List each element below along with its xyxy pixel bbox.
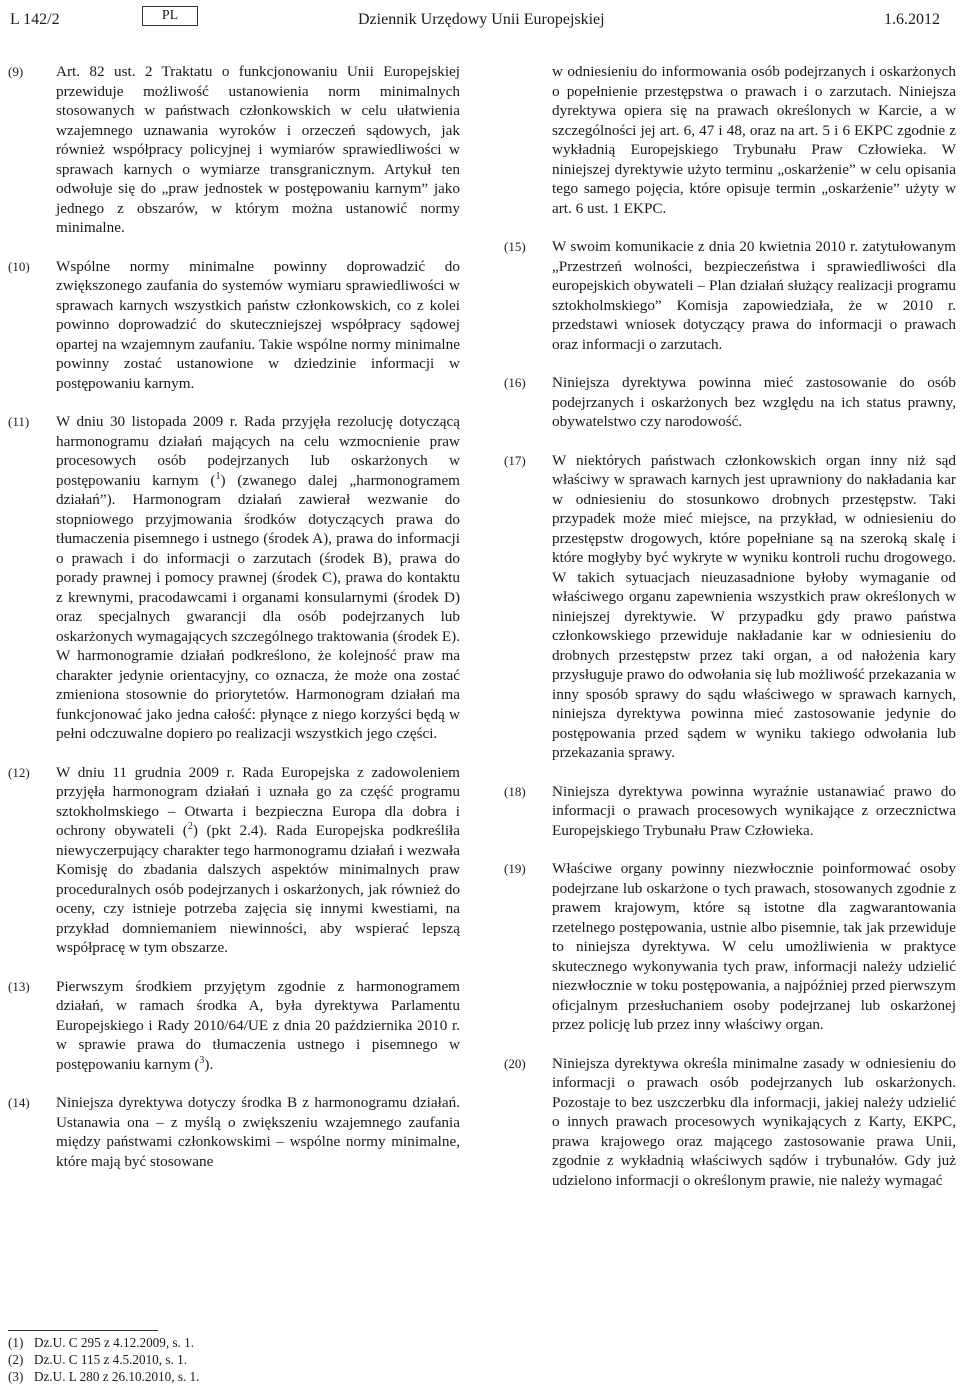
recital-text-part: Pierwszym środkiem przyjętym zgodnie z harmonogramem działań, w ramach środka A, była dyrektywa Parlamentu Europejskiego i Rady 2010/64/UE z dnia 20 października 2010 r. w sprawie prawa do tłumaczenia ustnego i pisemnego w postępowaniu karnym ( — [56, 977, 460, 1073]
page-code: L 142/2 — [10, 11, 60, 28]
footnote-text: Dz.U. C 115 z 4.5.2010, s. 1. — [34, 1352, 187, 1367]
right-column — [504, 62, 956, 1209]
recital-text-part: W dniu 11 grudnia 2009 r. Rada Europejska z zadowoleniem przyjęła harmonogram działań i uznała go za część programu sztokholmskiego – Otwarta i bezpieczna Europa dla dobra i ochrony obywateli ( — [56, 763, 460, 839]
recital-16 — [504, 373, 956, 432]
footnote-number: (2) — [8, 1352, 24, 1367]
recital-text-part: W dniu 30 listopada 2009 r. Rada przyjęła rezolucję dotyczącą harmonogramu działań mających na celu wzmocnienie praw procesowych osób podejrzanych lub oskarżonych w postępowaniu karnym ( — [56, 413, 460, 489]
footnote-3 — [8, 1368, 460, 1385]
recital-text-part: ) (zwanego dalej „harmonogramem działań”). Harmonogram działań zawierał wezwanie do stopniowego przyjmowania środków dotyczących prawa do tłumaczenia pisemnego i ustnego (środek A), prawa do informacji o prawach i do informacji o zarzutach (środek B), prawa do porady prawnej i pomocy prawnej (środek C), prawa do kontaktu z krewnymi, pracodawcami i organami konsularnymi (środek D) oraz specjalnych gwarancji dla osób podejrzanych lub oskarżonych wymagających szczególnego traktowania (środek E). W harmonogramie działań podkreślono, że kolejność praw ma charakter jedynie orientacyjny, co oznacza, że może ona zostać zmieniona stosownie do priorytetów. Harmonogram działań ma funkcjonować jako jedna całość: płynące z niego korzyści będą w pełni odczuwalne dopiero po realizacji wszystkich jego części. — [56, 471, 460, 742]
recital-text: Niniejsza dyrektywa powinna mieć zastosowanie do osób podejrzanych i oskarżonych bez względu na ich status prawny, obywatelstwo czy narodowość. — [552, 374, 956, 430]
footnote-1 — [8, 1334, 460, 1351]
recital-number: (13) — [8, 978, 30, 994]
recital-number: (18) — [504, 783, 526, 799]
journal-title: Dziennik Urzędowy Unii Europejskiej — [358, 11, 605, 28]
footnote-ref[interactable]: 2 — [187, 820, 193, 832]
recital-14 — [8, 1093, 460, 1171]
recital-number: (11) — [8, 414, 30, 429]
recital-13 — [8, 977, 460, 1075]
recital-text-part: ) (pkt 2.4). Rada Europejska podkreśliła niewyczerpujący charakter tego harmonogramu działań i wezwała Komisję do zbadania dalszych aspektów minimalnych praw proceduralnych osób podejrzanych i oskarżonych, jak również do oceny, czy istnieje potrzeba zajęcia się innymi kwestiami, na przykład domniemaniem niewinności, aby wspierać lepszą współpracę w tym obszarze. — [56, 822, 461, 956]
recital-11 — [8, 412, 460, 744]
language-box: PL — [142, 6, 198, 26]
recital-text: Wspólne normy minimalne powinny doprowadzić do zwiększonego zaufania do systemów wymiaru sprawiedliwości w sprawach karnych wszystkich państw członkowskich, co z kolei powinno doprowadzić do skuteczniejszej współpracy sądowej opartej na wzajemnym zaufaniu. Takie wspólne normy minimalne powinny zostać ustanowione w dziedzinie informacji w postępowaniu karnym. — [56, 257, 460, 392]
recital-18 — [504, 782, 956, 841]
recital-number: (17) — [504, 452, 526, 468]
recital-17 — [504, 451, 956, 763]
recital-number: (16) — [504, 375, 526, 390]
recital-19 — [504, 859, 956, 1035]
recital-text: w odniesieniu do informowania osób podejrzanych i oskarżonych o popełnienie przestępstwa o prawach i o zarzutach. Niniejsza dyrektywa opiera się na prawach określonych w Karcie, a w szczególności jej art. 6, 47 i 48, oraz na art. 5 i 6 EKPC zgodnie z wykładnią Europejskiego Trybunału Praw Człowieka. W niniejszej dyrektywie użyto terminu „oskarżenie” w celu opisania tego samego pojęcia, które opisuje termin „oskarżenie” użyty w art. 6 ust. 1 EKPC. — [552, 63, 956, 217]
footnote-number: (3) — [8, 1369, 24, 1384]
recital-text: Właściwe organy powinny niezwłocznie poinformować osoby podejrzane lub oskarżone o tych prawach, stosowanych zgodnie z prawem krajowym, które są istotne dla zagwarantowania rzetelnego postępowania, ustnie albo pisemnie, tak jak przewiduje to niniejsza dyrektywa. W celu umożliwienia w praktyce skutecznego wykonywania tych praw, informacji należy udzielić niezwłocznie w toku postępowania, a najpóźniej przed pierwszym oficjalnym przesłuchaniem osoby podejrzanej lub oskarżonej przez policję lub przez inny właściwy organ. — [552, 860, 956, 1033]
recital-number: (15) — [504, 239, 526, 254]
recital-text: Niniejsza dyrektywa dotyczy środka B z harmonogramu działań. Ustanawia ona – z myślą o zwiększeniu wzajemnego zaufania między państwami członkowskimi – wspólne normy minimalne, które mają być stosowane — [56, 1094, 460, 1170]
recital-number: (10) — [8, 258, 30, 274]
footnote-ref[interactable]: 1 — [215, 470, 221, 482]
recital-number: (19) — [504, 861, 526, 876]
recital-text — [56, 977, 460, 1075]
recital-14-continued — [504, 62, 956, 218]
footnote-text: Dz.U. C 295 z 4.12.2009, s. 1. — [34, 1335, 195, 1350]
recital-number: (20) — [504, 1055, 526, 1071]
recital-10 — [8, 257, 460, 394]
recital-text — [56, 412, 460, 744]
recital-text: Niniejsza dyrektywa powinna wyraźnie ustanawiać prawo do informacji o prawach procesowych wynikające z orzecznictwa Europejskiego Trybunału Praw Człowieka. — [552, 782, 956, 839]
recital-number: (12) — [8, 764, 30, 780]
footnote-number: (1) — [8, 1335, 24, 1350]
recital-12 — [8, 763, 460, 958]
recital-20 — [504, 1054, 956, 1191]
footnotes — [8, 1330, 460, 1385]
footnote-ref[interactable]: 3 — [199, 1054, 205, 1066]
publication-date: 1.6.2012 — [884, 11, 940, 28]
footnote-2 — [8, 1351, 460, 1368]
left-column — [8, 62, 460, 1190]
page-header — [8, 6, 952, 34]
recital-9 — [8, 62, 460, 238]
recital-text: W swoim komunikacie z dnia 20 kwietnia 2010 r. zatytułowanym „Przestrzeń wolności, bezpieczeństwa i sprawiedliwości dla europejskich obywateli – Plan działań służący realizacji programu sztokholmskiego” Komisja zapowiedziała, że w 2010 r. przedstawi wniosek dotyczący prawa do informacji o prawach oraz informacji o zarzutach. — [552, 238, 956, 353]
recital-text: Art. 82 ust. 2 Traktatu o funkcjonowaniu Unii Europejskiej przewiduje możliwość ustanowienia norm minimalnych stosowanych w państwach członkowskich w celu ułatwienia wzajemnego uznawania wyroków i orzeczeń sądowych, jak również współpracy policyjnej i wymiarów sprawiedliwości w sprawach karnych o wymiarze transgranicznym. Artykuł ten odwołuje się do „praw jednostek w postępowaniu karnym” jako jednego z obszarów, w którym można ustanowić normy minimalne. — [56, 63, 460, 236]
recital-number: (14) — [8, 1095, 30, 1110]
recital-15 — [504, 237, 956, 354]
recital-text: W niektórych państwach członkowskich organ inny niż sąd właściwy w sprawach karnych jest uprawniony do nakładania kar w odniesieniu do stosunkowo drobnych przestępstw. Taki przypadek może mieć miejsce, na przykład, w odniesieniu do przestępstw drogowych, które popełniane są na szeroką skalę i które mogłyby być wykryte w wyniku kontroli ruchu drogowego. W takich sytuacjach nieuzasadnione byłoby wymaganie od właściwego organu zapewnienia wszystkich praw określonych w niniejszej dyrektywie. W przypadku gdy prawo państwa członkowskiego przewiduje nakładanie kar w odniesieniu do drobnych przestępstw przez taki organ, a od nałożenia kary przysługuje prawo do odwołania się lub możliwość przekazania w inny sposób sprawy do sądu właściwego w sprawach karnych, niniejsza dyrektywa powinna mieć zastosowanie jedynie do postępowania przed sądem w wyniku takiego odwołania lub przekazania sprawy. — [552, 451, 956, 761]
footnote-text: Dz.U. L 280 z 26.10.2010, s. 1. — [34, 1369, 200, 1384]
recital-text — [56, 763, 460, 958]
recital-number: (9) — [8, 64, 24, 79]
recital-text-part: ). — [204, 1055, 214, 1073]
footnote-divider — [8, 1330, 158, 1331]
recital-text: Niniejsza dyrektywa określa minimalne zasady w odniesieniu do informacji o prawach osób podejrzanych lub oskarżonych. Pozostaje to bez uszczerbku dla informacji, jakiej należy udzielić o innych prawach procesowych wynikających z Karty, EKPC, prawa krajowego oraz mającego zastosowanie prawa Unii, zgodnie z wykładnią właściwych sądów i trybunałów. Gdy już udzielono informacji o określonym prawie, nie należy wymagać — [552, 1054, 956, 1189]
